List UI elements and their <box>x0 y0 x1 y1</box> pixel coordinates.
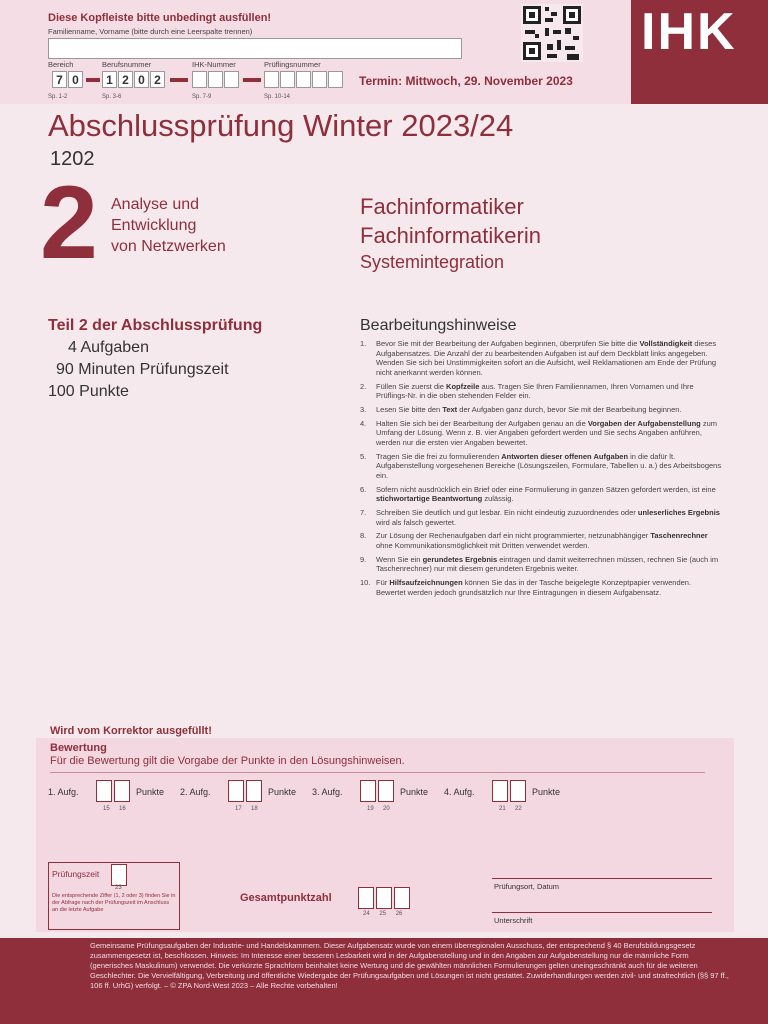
profession-line: Fachinformatikerin <box>360 223 541 248</box>
corrector-note: Wird vom Korrektor ausgefüllt! <box>50 725 212 737</box>
task-label: 1. Aufg. <box>48 787 79 797</box>
task-score-input[interactable] <box>228 780 264 802</box>
hint-number: 9. <box>360 554 367 564</box>
hint-item <box>360 419 722 448</box>
col-number: 18 <box>251 806 258 812</box>
place-date-label: Prüfungsort, Datum <box>494 882 560 891</box>
hint-text: können Sie das in der Tasche beigelegte Konzeptpapier verwenden. Bewertet werden jedoch grundsätzlich nur Ihre Eintragungen in diesem Aufgabensatz. <box>376 578 692 597</box>
separator <box>86 78 100 82</box>
total-input[interactable] <box>358 887 412 909</box>
hint-item <box>360 405 722 415</box>
subject-line: Analyse und <box>111 196 200 213</box>
part-number: 2 <box>40 165 98 281</box>
beruf-digit: 2 <box>150 71 165 88</box>
hint-item <box>360 382 722 401</box>
total-cols <box>363 911 402 917</box>
profession-line: Fachinformatiker <box>360 194 524 219</box>
hint-text: Für <box>376 578 390 588</box>
hint-text: der Aufgaben ganz durch, bevor Sie mit der Bearbeitung beginnen. <box>457 404 682 414</box>
hint-text: Füllen Sie zuerst die <box>376 381 447 391</box>
hint-text: Schreiben Sie deutlich und gut lesbar. Ein nicht eindeutig zuzuordnendes oder <box>376 508 638 518</box>
pruefungszeit-input[interactable] <box>111 864 127 886</box>
hint-emphasis: unleserliches Ergebnis <box>637 508 720 518</box>
ihk-number-field[interactable] <box>192 71 240 88</box>
hint-text: wird als falsch gewertet. <box>376 517 457 527</box>
qr-code-icon <box>521 4 583 62</box>
specialization: Systemintegration <box>360 252 505 272</box>
pruefungszeit-note: Die entsprechende Ziffer (1, 2 oder 3) finden Sie in der Abfrage nach der Prüfungszeit im Anschluss an die letzte Aufgabe <box>52 893 176 913</box>
hint-emphasis: Taschenrechner <box>650 531 708 541</box>
sp-label: Sp. 7-9 <box>192 94 212 100</box>
bereich-digit: 0 <box>68 71 83 88</box>
punkte-label: Punkte <box>268 787 297 797</box>
hint-emphasis: gerundetes Ergebnis <box>422 554 498 564</box>
hint-number: 7. <box>360 508 367 518</box>
total-points: 100 Punkte <box>48 383 129 400</box>
subject-line: von Netzwerken <box>111 238 226 255</box>
col-number: 23 <box>115 885 122 891</box>
hint-item <box>360 452 722 481</box>
subject-line: Entwicklung <box>111 217 197 234</box>
hint-number: 2. <box>360 381 367 391</box>
hint-emphasis: stichwortartige Beantwortung <box>376 494 483 504</box>
hint-emphasis: Kopfzeile <box>446 381 480 391</box>
subject <box>111 194 226 257</box>
task-label: 2. Aufg. <box>180 787 211 797</box>
hint-text: Zur Lösung der Rechenaufgaben darf ein nicht programmierter, netzunabhängiger <box>376 531 651 541</box>
hint-number: 5. <box>360 451 367 461</box>
hint-text: ohne Kommunikationsmöglichkeit mit Dritten verwendet werden. <box>376 541 590 550</box>
col-number: 26 <box>395 911 403 917</box>
hint-text: Lesen Sie bitte den <box>376 404 443 414</box>
beruf-digit: 1 <box>102 71 117 88</box>
hint-item <box>360 578 722 597</box>
signature-label: Unterschrift <box>494 916 533 925</box>
grading-subtitle: Für die Bewertung gilt die Vorgabe der Punkte in den Lösungshinweisen. <box>50 755 405 767</box>
ihk-label: IHK-Nummer <box>192 60 236 69</box>
col-number: 19 <box>367 806 374 812</box>
exam-code: 1202 <box>50 148 95 170</box>
hint-text: Tragen Sie die frei zu formulierenden <box>376 451 502 461</box>
hints-list <box>360 339 722 602</box>
berufsnummer-label: Berufsnummer <box>102 60 152 69</box>
bereich-field[interactable] <box>52 71 84 88</box>
pruefling-field[interactable] <box>264 71 344 88</box>
hint-text: Bevor Sie mit der Bearbeitung der Aufgaben beginnen, überprüfen Sie bitte die <box>376 339 640 348</box>
sp-label: Sp. 3-6 <box>102 94 122 100</box>
divider <box>50 772 705 773</box>
separator <box>243 78 261 82</box>
hint-text: Halten Sie sich bei der Bearbeitung der Aufgaben genau an die <box>376 418 588 428</box>
punkte-label: Punkte <box>400 787 429 797</box>
hint-number: 10. <box>360 578 371 588</box>
sp-label: Sp. 10-14 <box>264 94 291 100</box>
berufsnummer-field[interactable] <box>102 71 166 88</box>
task-score-input[interactable] <box>360 780 396 802</box>
col-number: 17 <box>235 806 242 812</box>
place-date-line[interactable] <box>492 878 712 879</box>
beruf-digit: 0 <box>134 71 149 88</box>
task-label: 3. Aufg. <box>312 787 343 797</box>
hint-item <box>360 555 722 574</box>
col-number: 25 <box>379 911 387 917</box>
exam-duration: 90 Minuten Prüfungszeit <box>56 361 229 378</box>
punkte-label: Punkte <box>136 787 165 797</box>
hint-text: zum Umfang der Lösung. Wenn z. B. vier Angaben gefordert werden und Sie sechs Angaben anführen, werden nur die ersten vier Angaben bewertet. <box>376 418 718 447</box>
pruefungszeit-label: Prüfungszeit <box>52 869 100 879</box>
task-count: 4 Aufgaben <box>68 339 149 356</box>
col-number: 22 <box>515 806 522 812</box>
hint-text: aus. Tragen Sie Ihren Familiennamen, Ihren Vornamen und Ihre Prüflings-Nr. in die oben stehenden Felder ein. <box>376 381 694 401</box>
total-label: Gesamtpunktzahl <box>240 892 332 904</box>
punkte-label: Punkte <box>532 787 561 797</box>
col-number: 16 <box>119 806 126 812</box>
bereich-digit: 7 <box>52 71 67 88</box>
hint-number: 8. <box>360 531 367 541</box>
sp-label: Sp. 1-2 <box>48 94 68 100</box>
hint-number: 4. <box>360 418 367 428</box>
header-notice: Diese Kopfleiste bitte unbedingt ausfüllen! <box>48 12 272 24</box>
signature-line[interactable] <box>492 912 712 913</box>
hint-item <box>360 531 722 550</box>
hint-text: dieses Aufgabensatzes. Die Anzahl der zu bearbeitenden Aufgaben ist auf dem Deckblatt links angegeben. Wenden Sie sich bei Unstimmigkeiten sofort an die Aufsicht, weil Reklamationen am Ende der Prüfung nicht anerkannt werden können. <box>376 339 717 377</box>
col-number: 21 <box>499 806 506 812</box>
ihk-logo: IHK <box>641 3 737 61</box>
footer-text: Gemeinsame Prüfungsaufgaben der Industrie- und Handelskammern. Dieser Aufgabensatz wurde von einem überregionalen Ausschuss, der entsprechend § 40 Berufsbildungsgesetz zusammengesetzt ist, beschlossen. Hinweis: Im Interesse einer besseren Lesbarkeit wird in der Aufgabenstellung und in den Angaben zur Aufgabenstellung nur die männliche Form (generisches Maskulinum) verwendet. Die verkürzte Sprachform beinhaltet keine Wertung und die gewählten männlichen Formulierungen gelten uneingeschränkt auch für die weiteren Geschlechter. Die Vervielfältigung, Verbreitung und öffentliche Wiedergabe der Prüfungsaufgaben und Lösungen ist nicht gestattet. Zuwiderhandlungen werden zivil- und strafrechtlich (§§ 97 ff., 106 ff. UrhG) verfolgt. – © ZPA Nord-West 2023 – Alle Rechte vorbehalten! <box>90 941 729 990</box>
hint-number: 3. <box>360 404 367 414</box>
task-scores <box>48 780 648 820</box>
hint-emphasis: Antworten dieser offenen Aufgaben <box>501 451 629 461</box>
task-label: 4. Aufg. <box>444 787 475 797</box>
hint-text: zulässig. <box>482 494 514 504</box>
separator <box>170 78 188 82</box>
hint-text: Wenn Sie ein <box>376 554 423 564</box>
col-number: 20 <box>383 806 390 812</box>
hint-emphasis: Hilfsaufzeichnungen <box>389 578 463 588</box>
profession <box>360 192 541 250</box>
hint-emphasis: Vorgaben der Aufgabenstellung <box>587 418 701 428</box>
task-score-input[interactable] <box>96 780 132 802</box>
hint-emphasis: Text <box>442 404 458 414</box>
page-title: Abschlussprüfung Winter 2023/24 <box>48 108 514 143</box>
bereich-label: Bereich <box>48 60 74 69</box>
task-score-input[interactable] <box>492 780 528 802</box>
hint-number: 1. <box>360 339 367 348</box>
hint-number: 6. <box>360 484 367 494</box>
hint-text: in die dafür lt. Aufgabenstellung vorgesehenen Bereiche (Lösungszeilen, Formulare, Tabellen u. a.) des Arbeitsbogens ein. <box>376 451 722 480</box>
beruf-digit: 2 <box>118 71 133 88</box>
name-input[interactable] <box>48 38 462 59</box>
pruefungszeit-box <box>48 862 180 930</box>
hint-item <box>360 339 722 377</box>
hint-item <box>360 485 722 504</box>
col-number: 15 <box>103 806 110 812</box>
hints-title: Bearbeitungshinweise <box>360 317 517 334</box>
grading-title: Bewertung <box>50 742 107 754</box>
part-title: Teil 2 der Abschlussprüfung <box>48 317 263 334</box>
exam-date: Termin: Mittwoch, 29. November 2023 <box>359 74 573 88</box>
hint-text: eintragen und damit weiterrechnen müssen, rechnen Sie (auch im Taschenrechner) nur mit diesem gerundeten Ergebnis weiter. <box>376 554 719 574</box>
hint-text: Sofern nicht ausdrücklich ein Brief oder eine Formulierung in ganzen Sätzen gefordert werden, ist eine <box>376 484 716 494</box>
pruefling-label: Prüflingsnummer <box>264 60 321 69</box>
col-number: 24 <box>363 911 370 917</box>
hint-emphasis: Vollständigkeit <box>639 339 693 348</box>
name-label: Familienname, Vorname (bitte durch eine Leerspalte trennen) <box>48 27 253 36</box>
ihk-logo-block <box>631 0 768 104</box>
hint-item <box>360 508 722 527</box>
